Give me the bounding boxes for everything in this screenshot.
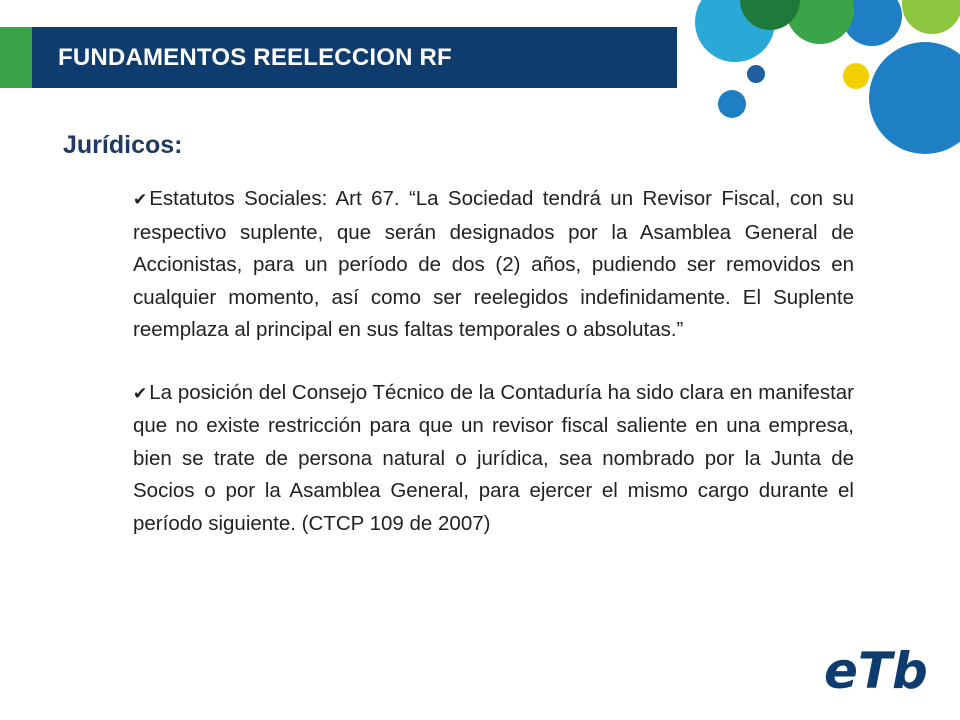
etb-logo-text: eTb: [824, 642, 928, 700]
circle-blue-small: [718, 90, 746, 118]
bullet-text: La posición del Consejo Técnico de la Contaduría ha sido clara en manifestar que no existe restricción para que un revisor fiscal saliente en una empresa, bien se trate de persona natural o jurídica, sea nombrado por la Junta de Socios o por la Asamblea General, para ejercer el mismo cargo durante el período siguiente. (CTCP 109 de 2007): [133, 380, 854, 535]
checkmark-icon: ✔: [133, 190, 148, 209]
bullet-item: [133, 183, 854, 347]
title-bar: [0, 27, 677, 88]
circle-darkgreen-top: [740, 0, 800, 30]
bullet-list: [133, 183, 854, 570]
circle-cyan-left: [695, 0, 775, 62]
title-accent: [0, 27, 32, 88]
circle-navy-small: [747, 65, 765, 83]
page-title: FUNDAMENTOS REELECCION RF: [58, 44, 452, 71]
checkmark-icon: ✔: [133, 383, 148, 403]
circle-yellow: [843, 63, 869, 89]
circle-blue-medium: [842, 0, 902, 46]
etb-logo: [822, 636, 928, 702]
circle-green-light-top: [902, 0, 960, 34]
bullet-item: [133, 377, 854, 541]
circle-green-medium: [786, 0, 854, 44]
bullet-text: Estatutos Sociales: Art 67. “La Sociedad tendrá un Revisor Fiscal, con su respectivo suplente, que serán designados por la Asamblea General de Accionistas, para un período de dos (2) años, pudiendo ser removidos en cualquier momento, así como ser reelegidos indefinidamente. El Suplente reemplaza al principal en sus faltas temporales o absolutas.”: [133, 187, 854, 341]
section-heading: Jurídicos:: [63, 131, 183, 159]
circle-blue-large: [869, 42, 960, 154]
